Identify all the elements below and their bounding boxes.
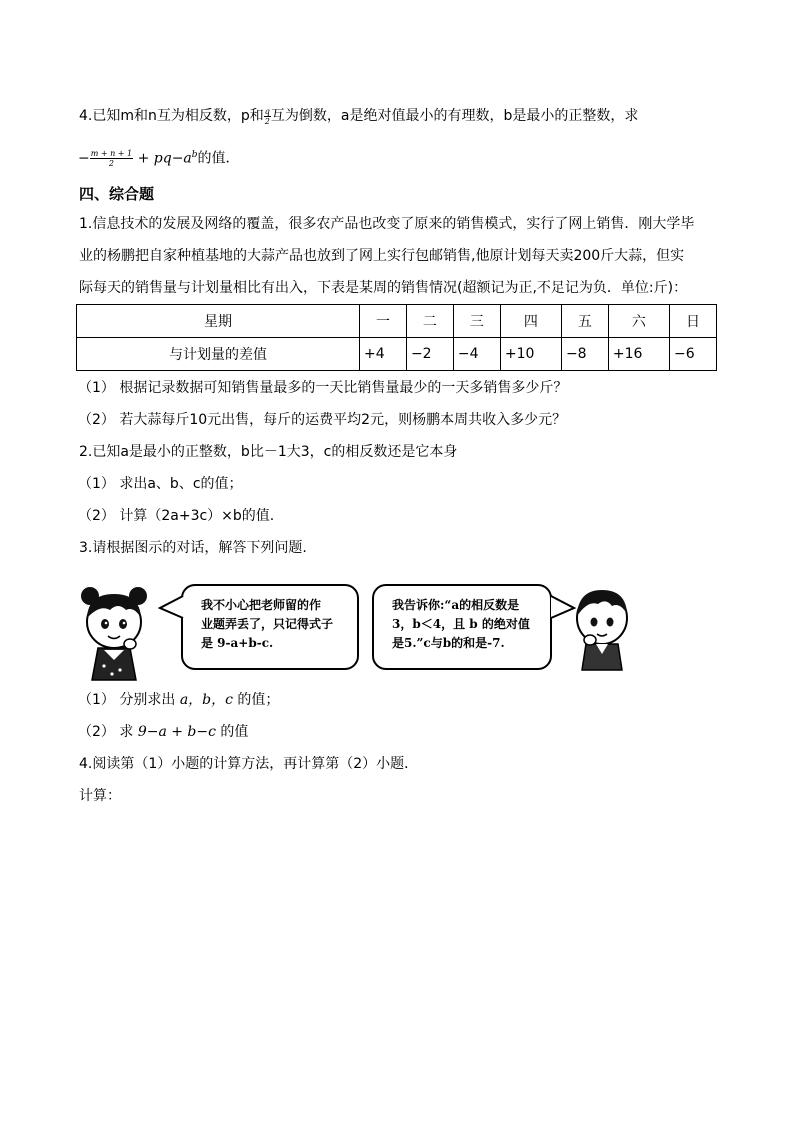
expr-fraction: $\frac{m + n + 1}{2}$ [90,149,133,169]
q-over-2-fraction: $\frac{q}{2}$ [264,106,270,126]
table-cell: +16 [608,338,669,371]
table-row [77,338,717,371]
girl-illustration [74,582,156,682]
q4-top-text-a: 4.已知m和n互为相反数，p和 [79,108,264,124]
q3-sub1-prefix: （1） 分别求出 [78,692,176,708]
table-cell: 五 [561,305,608,338]
left-speech-bubble [181,584,359,670]
left-bubble-tail [158,592,184,620]
q3-sub1-vars: a，b，c [179,692,233,708]
table-cell: 星期 [77,305,360,338]
table-header-row [77,305,717,338]
expr-superscript: b [191,150,198,160]
q3-line1: 3.请根据图示的对话，解答下列问题. [79,540,307,556]
q1-line3: 际每天的销售量与计划量相比有出入，下表是某周的销售情况(超额记为正,不足记为负．单位:斤)： [79,280,688,296]
q3-sub1 [78,690,279,710]
q2-line1: 2.已知a是最小的正整数，b比－1大3，c的相反数还是它本身 [79,444,458,460]
table-cell: 二 [406,305,453,338]
q4-top-text-b: 互为倒数，a是绝对值最小的有理数，b是最小的正整数，求 [270,108,639,124]
q2-sub1: （1） 求出a、b、c的值； [78,476,243,492]
sales-table [76,304,717,371]
table-cell: 一 [360,305,407,338]
q4-top-expression [78,145,240,169]
q1-line2: 业的杨鹏把自家种植基地的大蒜产品也放到了网上实行包邮销售,他原计划每天卖200斤大蒜，但实 [79,248,685,264]
table-cell: −2 [406,338,453,371]
table-cell: 日 [669,305,716,338]
table-cell: +4 [360,338,407,371]
bubble-left-line3: 是 9-a+b-c. [201,636,274,650]
section-title: 四、综合题 [79,185,155,203]
right-speech-bubble [372,584,552,670]
table-cell: 三 [453,305,500,338]
q3-sub2-suffix: 的值 [220,724,249,740]
expr-tail: 的值． [197,150,240,167]
q2-sub2: （2） 计算（2a+3c）×b的值. [78,508,275,524]
bubble-left-line2: 业题弄丢了，只记得式子 [201,617,334,631]
expr-minus: − [78,150,90,167]
table-cell: −8 [561,338,608,371]
bubble-right-line2: 3，b＜4，且 b 的绝对值 [392,617,530,631]
q3-sub2-expression: 9−a + b−c [137,724,216,740]
q4-top-line1 [79,106,638,126]
bubble-right-line3: 是5.”c与b的和是-7. [392,636,505,650]
q3-sub2-prefix: （2） 求 [78,724,134,740]
bubble-right-line1: 我告诉你:“a的相反数是 [392,598,520,612]
q1-line1: 1.信息技术的发展及网络的覆盖，很多农产品也改变了原来的销售模式，实行了网上销售．刚大学毕 [79,216,695,232]
boy-illustration [568,584,636,672]
table-cell: 六 [608,305,669,338]
expr-rest: + pq−a [137,150,192,167]
q4-line2: 计算： [79,788,121,804]
q1-sub2: （2） 若大蒜每斤10元出售，每斤的运费平均2元，则杨鹏本周共收入多少元？ [78,412,567,428]
q3-sub1-suffix: 的值； [237,692,280,708]
table-cell: −4 [453,338,500,371]
table-cell: 四 [500,305,561,338]
q1-sub1: （1） 根据记录数据可知销售量最多的一天比销售量最少的一天多销售多少斤？ [78,380,568,396]
table-cell: +10 [500,338,561,371]
q4-line1: 4.阅读第（1）小题的计算方法，再计算第（2）小题． [79,756,419,772]
table-cell: −6 [669,338,716,371]
q3-sub2 [78,722,248,742]
table-cell: 与计划量的差值 [77,338,360,371]
bubble-left-line1: 我不小心把老师留的作 [201,598,322,612]
